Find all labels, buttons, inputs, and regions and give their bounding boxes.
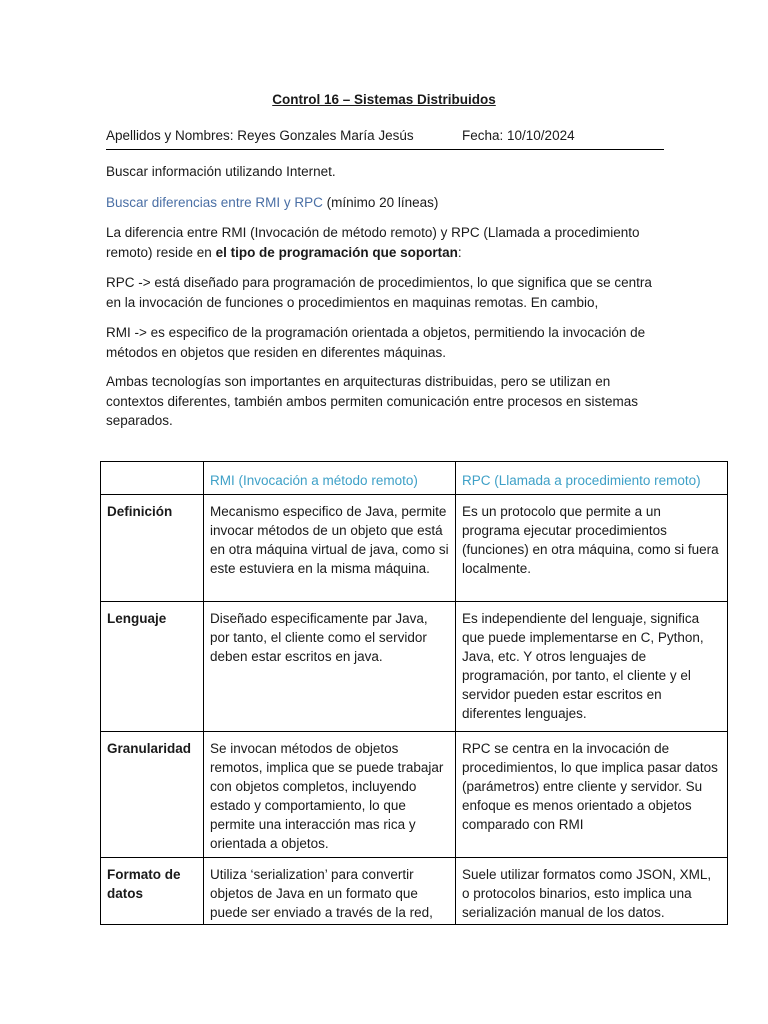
cell-rmi-formato: Utiliza ‘serialization’ para convertir objetos de Java en un formato que puede ser enviado a través de la red, bbox=[204, 858, 456, 925]
task-link: Buscar diferencias entre RMI y RPC bbox=[106, 195, 323, 210]
row-label-granularidad: Granularidad bbox=[101, 732, 204, 858]
student-info-line bbox=[106, 128, 664, 150]
cell-rpc-lenguaje: Es independiente del lenguaje, significa que puede implementarse en C, Python, Java, etc. Y otros lenguajes de programación, por tanto, el cliente y el servidor pueden estar escritos en diferentes lenguajes. bbox=[456, 602, 728, 732]
table-row bbox=[101, 858, 728, 925]
table-row bbox=[101, 732, 728, 858]
cell-rmi-definicion: Mecanismo especifico de Java, permite invocar métodos de un objeto que está en otra máquina virtual de java, como si este estuviera en la misma máquina. bbox=[204, 495, 456, 602]
rmi-paragraph: RMI -> es especifico de la programación orientada a objetos, permitiendo la invocación de métodos en objetos que residen en diferentes máquinas. bbox=[106, 325, 646, 360]
cell-rmi-granularidad: Se invocan métodos de objetos remotos, implica que se puede trabajar con objetos completos, incluyendo estado y comportamiento, lo que permite una interacción mas rica y orientada a objetos. bbox=[204, 732, 456, 858]
task-line bbox=[106, 193, 666, 213]
table-row bbox=[101, 495, 728, 602]
table-row bbox=[101, 602, 728, 732]
header-rpc: RPC (Llamada a procedimiento remoto) bbox=[456, 462, 728, 495]
comparison-table bbox=[100, 461, 728, 925]
instruction-text: Buscar información utilizando Internet. bbox=[106, 164, 336, 179]
row-label-lenguaje: Lenguaje bbox=[101, 602, 204, 732]
intro-paragraph bbox=[106, 223, 658, 262]
cell-rmi-lenguaje: Diseñado especificamente par Java, por tanto, el cliente como el servidor deben estar escritos en java. bbox=[204, 602, 456, 732]
cell-rpc-formato: Suele utilizar formatos como JSON, XML, o protocolos binarios, esto implica una serialización manual de los datos. bbox=[456, 858, 728, 925]
task-suffix: (mínimo 20 líneas) bbox=[322, 195, 439, 210]
cell-rpc-granularidad: RPC se centra en la invocación de procedimientos, lo que implica pasar datos (parámetros) entre cliente y servidor. Su enfoque es menos orientado a objetos comparado con RMI bbox=[456, 732, 728, 858]
header-rmi: RMI (Invocación a método remoto) bbox=[204, 462, 456, 495]
conclusion-paragraph: Ambas tecnologías son importantes en arquitecturas distribuidas, pero se utilizan en contextos diferentes, también ambos permiten comunicación entre procesos en sistemas separados. bbox=[106, 374, 639, 428]
cell-rpc-definicion: Es un protocolo que permite a un programa ejecutar procedimientos (funciones) en otra máquina, como si fuera localmente. bbox=[456, 495, 728, 602]
row-label-formato: Formato de datos bbox=[101, 858, 204, 925]
student-name: Apellidos y Nombres: Reyes Gonzales María Jesús bbox=[106, 128, 414, 143]
intro-end: : bbox=[457, 244, 462, 260]
intro-bold-text: el tipo de programación que soportan bbox=[215, 244, 458, 260]
header-empty-cell bbox=[101, 462, 204, 495]
document-date: Fecha: 10/10/2024 bbox=[462, 128, 575, 143]
document-title: Control 16 – Sistemas Distribuidos bbox=[272, 92, 496, 107]
row-label-definicion: Definición bbox=[101, 495, 204, 602]
intro-text: La diferencia entre RMI (Invocación de método remoto) y RPC (Llamada a procedimiento remoto) reside en bbox=[106, 225, 640, 260]
rpc-paragraph: RPC -> está diseñado para programación de procedimientos, lo que significa que se centra en la invocación de funciones o procedimientos en maquinas remotas. En cambio, bbox=[106, 275, 652, 310]
table-header-row bbox=[101, 462, 728, 495]
